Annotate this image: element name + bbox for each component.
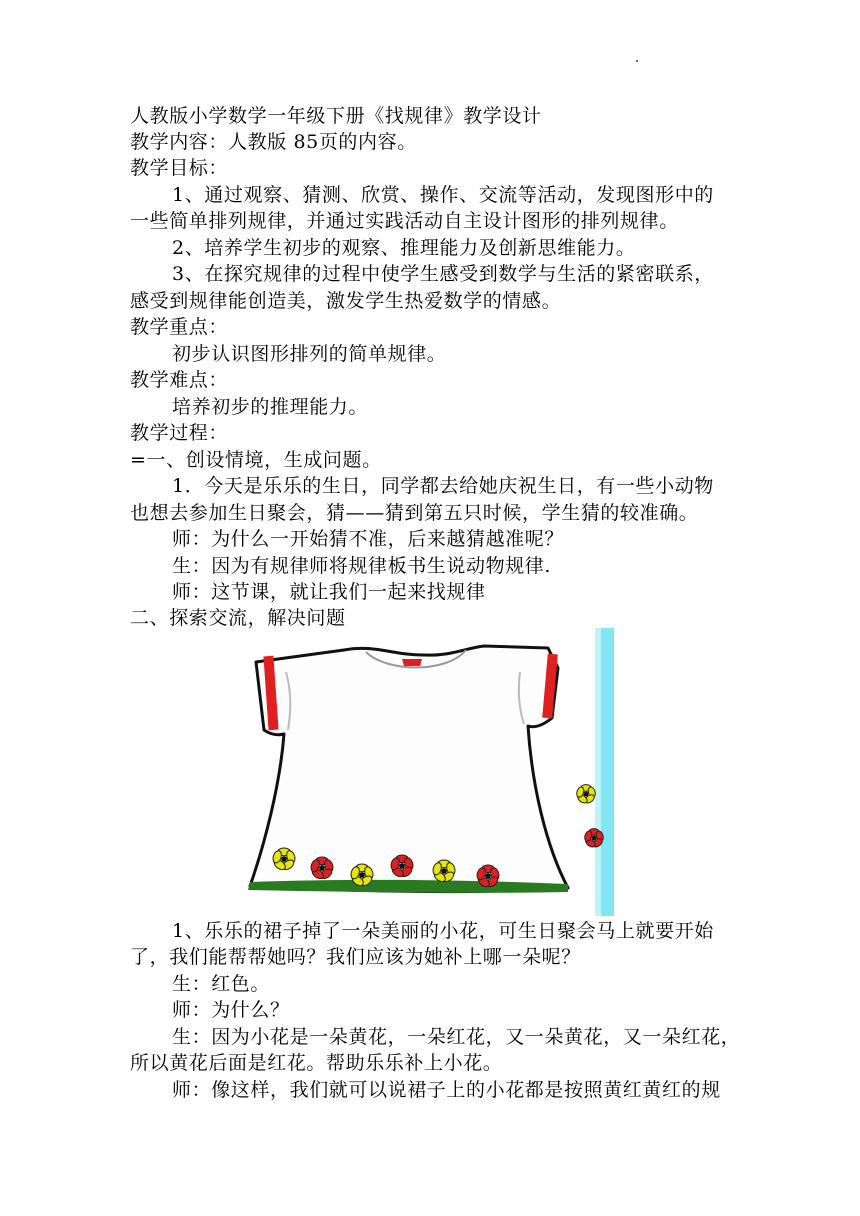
text-line: 生：因为有规律师将规律板书生说动物规律.	[172, 555, 552, 577]
text-line: 1、通过观察、猜测、欣赏、操作、交流等活动，发现图形中的	[172, 184, 714, 206]
text-line: 初步认识图形排列的简单规律。	[172, 343, 447, 365]
page-dot	[636, 60, 638, 62]
text-line: 1．今天是乐乐的生日，同学都去给她庆祝生日，有一些小动物	[172, 475, 714, 497]
text-line: 了，我们能帮帮她吗？我们应该为她补上哪一朵呢？	[130, 946, 581, 968]
text-line: 3、在探究规律的过程中使学生感受到数学与生活的紧密联系，	[172, 263, 714, 285]
text-line: 生：因为小花是一朵黄花，一朵红花，又一朵黄花，又一朵红花，	[172, 1026, 741, 1048]
text-line: 师：为什么？	[172, 999, 290, 1021]
text-line: 1、乐乐的裙子掉了一朵美丽的小花，可生日聚会马上就要开始	[172, 920, 714, 942]
text-line: 培养初步的推理能力。	[172, 396, 369, 418]
section-heading: 教学过程：	[130, 422, 229, 444]
section-heading: 教学难点：	[130, 369, 229, 391]
text-line: 也想去参加生日聚会，猜——猜到第五只时候，学生猜的较准确。	[130, 502, 699, 524]
option-flower-yellow	[575, 785, 596, 805]
text-line: 一些简单排列规律，并通过实践活动自主设计图形的排列规律。	[130, 210, 679, 232]
section-heading: 二、探索交流，解决问题	[130, 607, 346, 629]
section-heading: 教学重点：	[130, 316, 229, 338]
text-line: 师：为什么一开始猜不准，后来越猜越准呢？	[172, 528, 565, 550]
text-line: 2、培养学生初步的观察、推理能力及创新思维能力。	[172, 237, 636, 259]
text-line: 所以黄花后面是红花。帮助乐乐补上小花。	[130, 1052, 503, 1074]
section-heading: =一、创设情境，生成问题。	[130, 449, 382, 471]
dress-outline	[250, 646, 568, 892]
section-heading: 教学目标：	[130, 157, 229, 179]
text-line: 师：这节课，就让我们一起来找规律	[172, 581, 486, 603]
text-line: 感受到规律能创造美，激发学生热爱数学的情感。	[130, 290, 562, 312]
dress-illustration	[246, 626, 618, 918]
text-line: 师：像这样，我们就可以说裙子上的小花都是按照黄红黄红的规	[172, 1079, 721, 1101]
text-line: 生：红色。	[172, 973, 271, 995]
collar-bow	[402, 659, 422, 666]
text-line: 教学内容：人教版 85页的内容。	[130, 131, 417, 153]
doc-title: 人教版小学数学一年级下册《找规律》教学设计	[130, 105, 542, 127]
